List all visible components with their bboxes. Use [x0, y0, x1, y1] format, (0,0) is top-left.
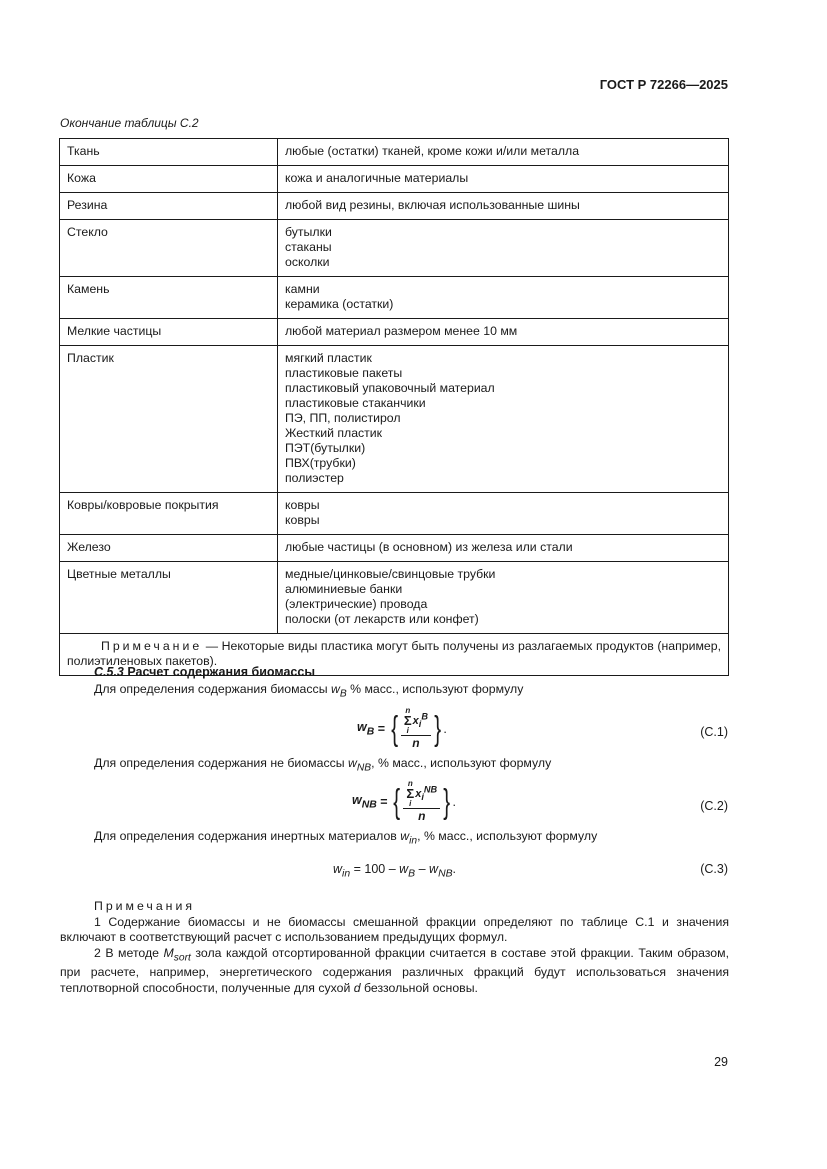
paragraph-non-biomass: Для определения содержания не биомассы $w_{NB}$, % масс., используют формулу — [94, 756, 552, 774]
equation-number-c2: (С.2) — [700, 799, 728, 813]
material-item: стаканы — [285, 240, 332, 254]
material-item: кожа и аналогичные материалы — [285, 171, 469, 185]
material-items-cell — [278, 346, 729, 493]
table-row — [60, 277, 729, 319]
note-2: 2 В методе $M_{sort}$ зола каждой отсортированной фракции считается в составе этой фракции. Таким образом, при расчете, например, энергетического содержания различных фракций будут использоваться значения теплотворной способности, полученные для сухой d беззольной основы. — [60, 945, 729, 995]
material-items-cell — [278, 193, 729, 220]
material-item: пластиковые пакеты — [285, 366, 403, 380]
material-item: пластиковые стаканчики — [285, 396, 426, 410]
material-item: осколки — [285, 255, 330, 269]
material-name-cell: Ковры/ковровые покрытия — [60, 493, 278, 535]
material-items-cell — [278, 319, 729, 346]
equation-number-c1: (С.1) — [700, 725, 728, 739]
material-items-cell — [278, 220, 729, 277]
material-items-cell — [278, 562, 729, 634]
material-item: полоски (от лекарств или конфет) — [285, 612, 479, 626]
document-code: ГОСТ Р 72266—2025 — [599, 77, 728, 92]
materials-table — [59, 138, 729, 676]
material-name-cell: Мелкие частицы — [60, 319, 278, 346]
equation-number-c3: (С.3) — [700, 862, 728, 876]
notes-block — [60, 899, 729, 996]
table-caption: Окончание таблицы С.2 — [60, 116, 199, 130]
material-item: пластиковый упаковочный материал — [285, 381, 495, 395]
material-name-cell: Резина — [60, 193, 278, 220]
table-row — [60, 535, 729, 562]
material-name-cell: Железо — [60, 535, 278, 562]
material-name-cell: Камень — [60, 277, 278, 319]
material-item: мягкий пластик — [285, 351, 372, 365]
formula-c2: $w_{NB}$ = { n Σ i $x_i^{NB}$ n } . — [352, 779, 456, 823]
material-item: ПЭТ(бутылки) — [285, 441, 366, 455]
paragraph-inert: Для определения содержания инертных материалов $w_{in}$, % масс., используют формулу — [94, 829, 598, 847]
material-item: ПЭ, ПП, полистирол — [285, 411, 401, 425]
material-items-cell — [278, 139, 729, 166]
material-item: любые (остатки) тканей, кроме кожи и/или металла — [285, 144, 580, 158]
table-row — [60, 562, 729, 634]
right-brace: } — [434, 709, 442, 748]
material-item: керамика (остатки) — [285, 297, 394, 311]
material-item: (электрические) провода — [285, 597, 428, 611]
material-name-cell: Цветные металлы — [60, 562, 278, 634]
material-item: любой материал размером менее 10 мм — [285, 324, 518, 338]
note-label: Примечание — [101, 639, 203, 653]
material-items-cell — [278, 493, 729, 535]
table-row — [60, 193, 729, 220]
note-text: — Некоторые виды пластика могут быть получены из разлагаемых продуктов (например, полиэтиленовых пакетов). — [67, 639, 721, 668]
material-name-cell: Кожа — [60, 166, 278, 193]
table-row — [60, 166, 729, 193]
material-item: любой вид резины, включая использованные шины — [285, 198, 580, 212]
material-name-cell: Ткань — [60, 139, 278, 166]
right-brace: } — [443, 782, 451, 821]
material-item: ПВХ(трубки) — [285, 456, 356, 470]
paragraph-biomass: Для определения содержания биомассы $w_B$ % масс., используют формулу — [94, 682, 524, 700]
material-name-cell: Пластик — [60, 346, 278, 493]
table-row — [60, 493, 729, 535]
formula-c1: $w_B$ = { n Σ i $x_i^B$ n } . — [357, 706, 447, 750]
material-item: ковры — [285, 498, 320, 512]
section-title: Расчет содержания биомассы — [127, 665, 316, 679]
material-item: ковры — [285, 513, 320, 527]
note-1: 1 Содержание биомассы и не биомассы смешанной фракции определяют по таблице С.1 и значения включают в соответствующий расчет с использованием предыдущих формул. — [60, 914, 729, 944]
table-row — [60, 220, 729, 277]
page-number: 29 — [714, 1055, 728, 1069]
table-row — [60, 139, 729, 166]
material-item: полиэстер — [285, 471, 344, 485]
material-item: любые частицы (в основном) из железа или стали — [285, 540, 573, 554]
left-brace: { — [393, 782, 401, 821]
material-item: Жесткий пластик — [285, 426, 383, 440]
section-heading — [94, 665, 315, 679]
material-items-cell — [278, 166, 729, 193]
table-row — [60, 319, 729, 346]
material-items-cell — [278, 535, 729, 562]
material-item: медные/цинковые/свинцовые трубки — [285, 567, 496, 581]
notes-label: Примечания — [94, 899, 195, 913]
material-name-cell: Стекло — [60, 220, 278, 277]
left-brace: { — [390, 709, 398, 748]
material-item: камни — [285, 282, 320, 296]
material-items-cell — [278, 277, 729, 319]
table-row — [60, 346, 729, 493]
section-number: С.5.3 — [94, 665, 124, 679]
material-item: алюминиевые банки — [285, 582, 403, 596]
material-item: бутылки — [285, 225, 332, 239]
formula-c3: $w_{in} = 100 - w_B - w_{NB}$. — [333, 862, 457, 880]
